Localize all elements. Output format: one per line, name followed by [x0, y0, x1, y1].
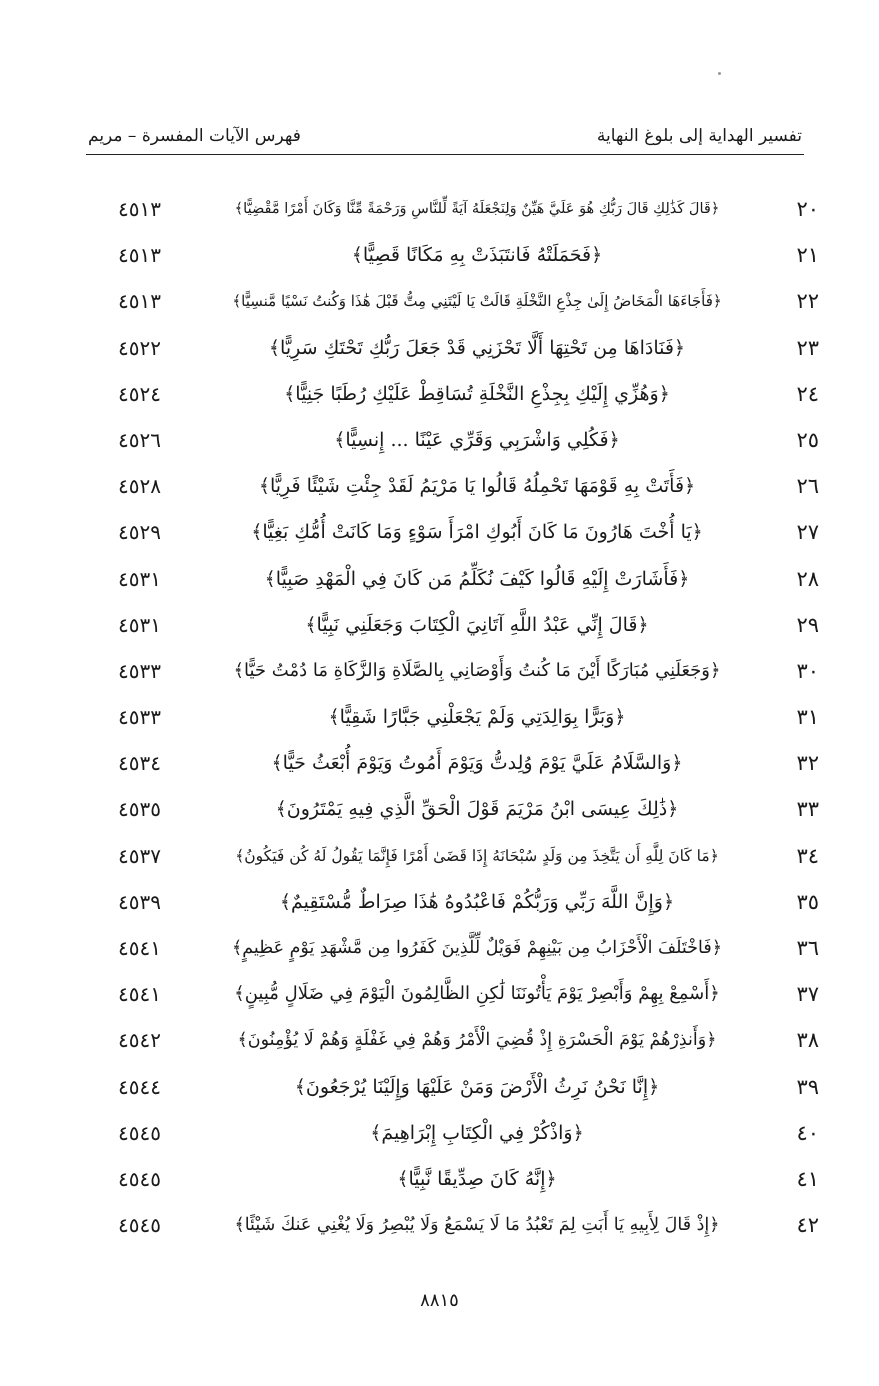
- page-reference: ٤٥٤١: [118, 936, 161, 960]
- verse-text: ﴿إِنَّا نَحْنُ نَرِثُ الْأَرْضَ وَمَنْ عَلَيْهَا وَإِلَيْنَا يُرْجَعُونَ﴾: [294, 1075, 660, 1098]
- table-row: [0, 879, 879, 925]
- table-row: [0, 925, 879, 971]
- verse-text: ﴿ذَٰلِكَ عِيسَى ابْنُ مَرْيَمَ قَوْلَ الْحَقِّ الَّذِي فِيهِ يَمْتَرُونَ﴾: [275, 798, 679, 821]
- page-reference: ٤٥٤٥: [118, 1120, 161, 1145]
- page-reference: ٤٥٣٣: [118, 705, 161, 730]
- table-row: [0, 325, 879, 371]
- verse-text: ﴿وَهُزِّي إِلَيْكِ بِجِذْعِ النَّخْلَةِ تُسَاقِطْ عَلَيْكِ رُطَبًا جَنِيًّا﴾: [284, 382, 670, 405]
- table-row: [0, 371, 879, 417]
- verse-text: ﴿وَجَعَلَنِي مُبَارَكًا أَيْنَ مَا كُنتُ وَأَوْصَانِي بِالصَّلَاةِ وَالزَّكَاةِ مَا دُمْتُ حَيًّا﴾: [233, 659, 721, 681]
- verse-number: ٤٢: [796, 1213, 819, 1238]
- verse-text: ﴿فَأَجَاءَهَا الْمَخَاضُ إِلَىٰ جِذْعِ النَّخْلَةِ قَالَتْ يَا لَيْتَنِي مِتُّ قَبْلَ هَٰذَا وَكُنتُ نَسْيًا مَّنسِيًّا﴾: [232, 292, 722, 311]
- page-reference: ٤٥٣٤: [118, 751, 161, 776]
- verse-text: ﴿إِذْ قَالَ لِأَبِيهِ يَا أَبَتِ لِمَ تَعْبُدُ مَا لَا يَسْمَعُ وَلَا يُبْصِرُ وَلَا يُغْنِي عَنكَ شَيْئًا﴾: [234, 1215, 720, 1236]
- verse-text: ﴿قَالَ إِنِّي عَبْدُ اللَّهِ آتَانِيَ الْكِتَابَ وَجَعَلَنِي نَبِيًّا﴾: [305, 613, 649, 636]
- table-row: [0, 740, 879, 786]
- table-row: [0, 786, 879, 832]
- page-reference: ٤٥٣٧: [118, 843, 161, 868]
- table-row: [0, 463, 879, 509]
- table-row: [0, 186, 879, 232]
- table-row: [0, 602, 879, 648]
- verse-index-table: [0, 186, 879, 1248]
- verse-text: ﴿وَالسَّلَامُ عَلَيَّ يَوْمَ وُلِدتُّ وَيَوْمَ أَمُوتُ وَيَوْمَ أُبْعَثُ حَيًّا﴾: [271, 752, 683, 775]
- page-reference: ٤٥١٣: [118, 197, 161, 221]
- table-row: [0, 971, 879, 1017]
- verse-number: ٢٠: [796, 197, 819, 221]
- table-row: [0, 1110, 879, 1156]
- page-reference: ٤٥٢٨: [118, 474, 161, 499]
- page-reference: ٤٥٢٦: [118, 427, 161, 452]
- verse-text: ﴿أَسْمِعْ بِهِمْ وَأَبْصِرْ يَوْمَ يَأْتُونَنَا لَٰكِنِ الظَّالِمُونَ الْيَوْمَ فِي ضَلَالٍ مُّبِينٍ﴾: [234, 983, 720, 1005]
- verse-text: ﴿إِنَّهُ كَانَ صِدِّيقًا نَّبِيًّا﴾: [397, 1167, 557, 1190]
- verse-text: ﴿فَاخْتَلَفَ الْأَحْزَابُ مِن بَيْنِهِمْ فَوَيْلٌ لِّلَّذِينَ كَفَرُوا مِن مَّشْهَدِ يَوْمٍ عَظِيمٍ﴾: [232, 938, 722, 958]
- page-reference: ٤٥٤٢: [118, 1028, 161, 1053]
- table-row: [0, 556, 879, 602]
- page-reference: ٤٥٣٥: [118, 797, 161, 822]
- page-reference: ٤٥١٣: [118, 289, 161, 314]
- page-reference: ٤٥١٣: [118, 243, 161, 268]
- verse-text: ﴿وَاذْكُرْ فِي الْكِتَابِ إِبْرَاهِيمَ﴾: [370, 1121, 584, 1144]
- table-row: [0, 694, 879, 740]
- table-row: [0, 278, 879, 324]
- verse-number: ٣٢: [796, 751, 819, 776]
- verse-number: ٣٨: [796, 1028, 819, 1053]
- verse-text: ﴿وَبَرًّا بِوَالِدَتِي وَلَمْ يَجْعَلْنِي جَبَّارًا شَقِيًّا﴾: [328, 706, 626, 729]
- verse-text: ﴿فَكُلِي وَاشْرَبِي وَقَرِّي عَيْنًا ... إِنسِيًّا﴾: [334, 428, 620, 451]
- verse-number: ٢٩: [796, 612, 819, 637]
- table-row: [0, 417, 879, 463]
- page-reference: ٤٥٢٢: [118, 335, 161, 360]
- page-reference: ٤٥٣٣: [118, 658, 161, 683]
- table-row: [0, 1017, 879, 1063]
- table-row: [0, 232, 879, 278]
- verse-number: ٢٦: [796, 474, 819, 499]
- verse-number: ٣١: [796, 705, 819, 730]
- page-reference: ٤٥٤١: [118, 982, 161, 1007]
- verse-number: ٣٤: [796, 843, 819, 868]
- table-row: [0, 648, 879, 694]
- verse-text: ﴿مَا كَانَ لِلَّهِ أَن يَتَّخِذَ مِن وَلَدٍ سُبْحَانَهُ إِذَا قَضَىٰ أَمْرًا فَإِنَّمَا يَقُولُ لَهُ كُن فَيَكُونُ﴾: [235, 846, 719, 865]
- verse-text: ﴿وَأَنذِرْهُمْ يَوْمَ الْحَسْرَةِ إِذْ قُضِيَ الْأَمْرُ وَهُمْ فِي غَفْلَةٍ وَهُمْ لَا يُؤْمِنُونَ﴾: [237, 1030, 717, 1051]
- verse-text: ﴿فَحَمَلَتْهُ فَانتَبَذَتْ بِهِ مَكَانًا قَصِيًّا﴾: [351, 244, 603, 267]
- page-reference: ٤٥٣١: [118, 612, 161, 637]
- verse-text: ﴿وَإِنَّ اللَّهَ رَبِّي وَرَبُّكُمْ فَاعْبُدُوهُ هَٰذَا صِرَاطٌ مُّسْتَقِيمٌ﴾: [279, 890, 675, 913]
- stray-mark: [718, 72, 721, 75]
- page-reference: ٤٥٢٩: [118, 520, 161, 545]
- verse-number: ٢٣: [796, 335, 819, 360]
- page-reference: ٤٥٢٤: [118, 381, 161, 406]
- verse-text: ﴿فَنَادَاهَا مِن تَحْتِهَا أَلَّا تَحْزَنِي قَدْ جَعَلَ رَبُّكِ تَحْتَكِ سَرِيًّا﴾: [268, 336, 686, 359]
- verse-number: ٣٧: [796, 982, 819, 1007]
- verse-number: ٣٥: [796, 889, 819, 914]
- verse-number: ٣٦: [796, 936, 819, 960]
- page-reference: ٤٥٤٥: [118, 1166, 161, 1191]
- table-row: [0, 833, 879, 879]
- page-reference: ٤٥٤٤: [118, 1074, 161, 1099]
- verse-number: ٢٤: [796, 381, 819, 406]
- page-reference: ٤٥٣١: [118, 566, 161, 591]
- verse-number: ٢٧: [796, 520, 819, 545]
- verse-number: ٣٠: [796, 658, 819, 683]
- section-title: فهرس الآيات المفسرة – مريم: [88, 126, 301, 146]
- verse-number: ٤٠: [796, 1120, 819, 1145]
- book-title: تفسير الهداية إلى بلوغ النهاية: [596, 126, 802, 146]
- page-reference: ٤٥٣٩: [118, 889, 161, 914]
- verse-number: ٢٥: [796, 427, 819, 452]
- verse-number: ٣٩: [796, 1074, 819, 1099]
- verse-number: ٢٢: [796, 289, 819, 314]
- table-row: [0, 1156, 879, 1202]
- table-row: [0, 509, 879, 555]
- table-row: [0, 1202, 879, 1248]
- verse-text: ﴿يَا أُخْتَ هَارُونَ مَا كَانَ أَبُوكِ امْرَأَ سَوْءٍ وَمَا كَانَتْ أُمُّكِ بَغِيًّا﴾: [251, 521, 703, 544]
- verse-text: ﴿فَأَشَارَتْ إِلَيْهِ قَالُوا كَيْفَ نُكَلِّمُ مَن كَانَ فِي الْمَهْدِ صَبِيًّا﴾: [264, 567, 690, 590]
- page-reference: ٤٥٤٥: [118, 1213, 161, 1238]
- verse-number: ٤١: [796, 1166, 819, 1191]
- verse-number: ٢١: [796, 243, 819, 268]
- verse-text: ﴿فَأَتَتْ بِهِ قَوْمَهَا تَحْمِلُهُ قَالُوا يَا مَرْيَمُ لَقَدْ جِئْتِ شَيْئًا فَرِيًّا﴾: [258, 475, 696, 498]
- verse-number: ٢٨: [796, 566, 819, 591]
- table-row: [0, 1064, 879, 1110]
- verse-text: ﴿قَالَ كَذَٰلِكِ قَالَ رَبُّكِ هُوَ عَلَيَّ هَيِّنٌ وَلِنَجْعَلَهُ آيَةً لِّلنَّاسِ وَرَحْمَةً مِّنَّا وَكَانَ أَمْرًا مَّقْضِيًّا﴾: [234, 201, 720, 217]
- verse-number: ٣٣: [796, 797, 819, 822]
- page-number: ٨٨١٥: [420, 1290, 459, 1311]
- running-header: [86, 114, 804, 155]
